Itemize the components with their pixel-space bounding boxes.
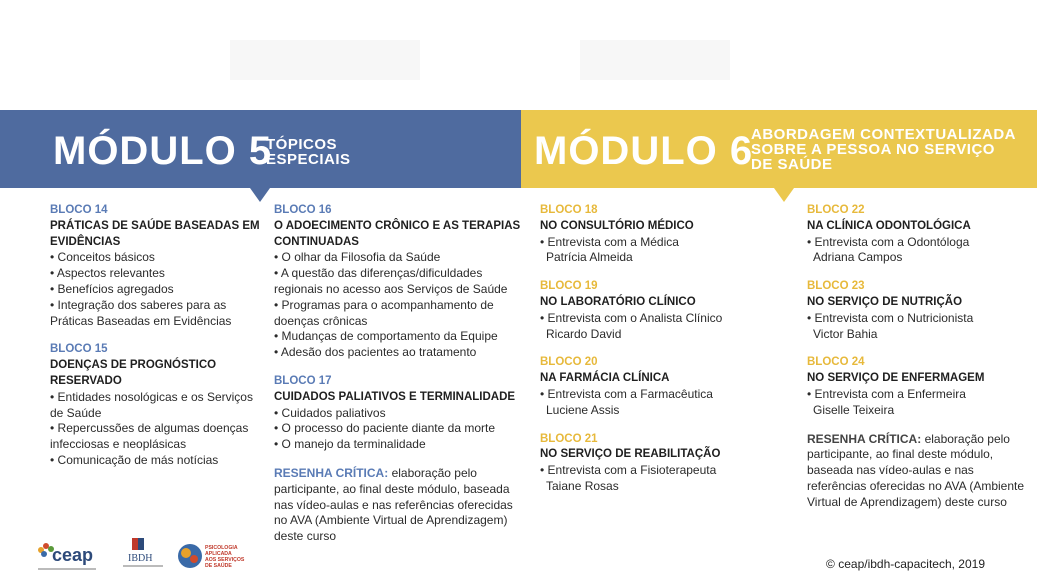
modulo5-title: MÓDULO 5 bbox=[53, 129, 273, 173]
list-item: • Cuidados paliativos bbox=[274, 405, 386, 420]
ibdh-wordmark: IBDH bbox=[128, 553, 153, 564]
bloco-18 bbox=[540, 203, 780, 266]
list-item: Patrícia Almeida bbox=[546, 250, 633, 265]
list-item: • Comunicação de más notícias bbox=[50, 452, 219, 467]
bloco-label: BLOCO 17 bbox=[274, 374, 332, 387]
bloco-24 bbox=[807, 355, 1032, 418]
bloco-title: O ADOECIMENTO CRÔNICO E AS TERAPIAS CONTINUADAS bbox=[274, 219, 521, 248]
ceap-logo bbox=[38, 543, 96, 570]
resenha-label: RESENHA CRÍTICA: bbox=[274, 465, 389, 480]
modulo5-banner bbox=[0, 110, 521, 188]
list-item: Giselle Teixeira bbox=[813, 402, 895, 417]
bloco-label: BLOCO 20 bbox=[540, 356, 598, 369]
list-item: • O manejo da terminalidade bbox=[274, 437, 426, 452]
modulo5-column-2 bbox=[274, 203, 524, 545]
faint-header-remnant bbox=[580, 40, 730, 80]
bloco-20 bbox=[540, 355, 780, 418]
logos-svg bbox=[35, 538, 260, 578]
modulo6-banner bbox=[521, 110, 1037, 188]
bloco-title: NO SERVIÇO DE REABILITAÇÃO bbox=[540, 448, 721, 461]
modulo5-column-1 bbox=[50, 203, 265, 482]
list-item: • Entrevista com a Farmacêutica bbox=[540, 386, 713, 401]
bloco-23 bbox=[807, 279, 1032, 342]
list-item: • Entrevista com a Médica bbox=[540, 234, 679, 249]
modulo6-title: MÓDULO 6 bbox=[534, 129, 754, 173]
list-item: • Entidades nosológicas e os Serviços de Saúde bbox=[50, 389, 253, 420]
list-item: Taiane Rosas bbox=[546, 478, 619, 493]
bloco-title: PRÁTICAS DE SAÚDE BASEADAS EM EVIDÊNCIAS bbox=[50, 219, 260, 248]
bloco-title: NO CONSULTÓRIO MÉDICO bbox=[540, 219, 694, 232]
list-item: • Benefícios agregados bbox=[50, 281, 174, 296]
list-item: Victor Bahia bbox=[813, 326, 878, 341]
resenha-critica bbox=[274, 466, 524, 545]
bloco-21 bbox=[540, 432, 780, 495]
list-item: • Entrevista com a Fisioterapeuta bbox=[540, 463, 717, 478]
footer-logos bbox=[35, 538, 260, 574]
bloco-17 bbox=[274, 374, 524, 453]
bloco-16 bbox=[274, 203, 524, 361]
list-item: • Entrevista com a Odontóloga bbox=[807, 234, 970, 249]
bloco-title: NA FARMÁCIA CLÍNICA bbox=[540, 372, 670, 385]
bloco-19 bbox=[540, 279, 780, 342]
bloco-label: BLOCO 16 bbox=[274, 204, 332, 216]
bloco-title: NO LABORATÓRIO CLÍNICO bbox=[540, 295, 696, 308]
bloco-title: NO SERVIÇO DE NUTRIÇÃO bbox=[807, 295, 963, 308]
banner-pointer bbox=[250, 188, 270, 202]
list-item: Ricardo David bbox=[546, 326, 622, 341]
bloco-label: BLOCO 23 bbox=[807, 280, 865, 293]
bloco-label: BLOCO 19 bbox=[540, 280, 598, 293]
modulo6-column-1 bbox=[540, 203, 780, 508]
list-item: • Entrevista com o Nutricionista bbox=[807, 310, 974, 325]
list-item: • Conceitos básicos bbox=[50, 250, 155, 265]
list-item: • A questão das diferenças/dificuldades regionais no acesso aos Serviços de Saúde bbox=[274, 266, 508, 296]
bloco-label: BLOCO 15 bbox=[50, 343, 108, 356]
list-item: Luciene Assis bbox=[546, 402, 620, 417]
resenha-label: RESENHA CRÍTICA: bbox=[807, 431, 922, 446]
list-item: • Entrevista com o Analista Clínico bbox=[540, 310, 723, 325]
list-item: • O olhar da Filosofia da Saúde bbox=[274, 250, 441, 265]
copyright: © ceap/ibdh-capacitech, 2019 bbox=[826, 557, 985, 571]
list-item: • Repercussões de algumas doenças infecciosas e neoplásicas bbox=[50, 421, 249, 452]
list-item: Adriana Campos bbox=[813, 250, 903, 265]
bloco-title: DOENÇAS DE PROGNÓSTICO RESERVADO bbox=[50, 359, 217, 387]
list-item: • Adesão dos pacientes ao tratamento bbox=[274, 345, 477, 360]
bloco-title: NA CLÍNICA ODONTOLÓGICA bbox=[807, 219, 971, 232]
bloco-label: BLOCO 22 bbox=[807, 204, 865, 216]
banner-pointer bbox=[774, 188, 794, 202]
bloco-title: NO SERVIÇO DE ENFERMAGEM bbox=[807, 372, 985, 385]
list-item: • Entrevista com a Enfermeira bbox=[807, 386, 966, 401]
list-item: • O processo do paciente diante da morte bbox=[274, 421, 495, 436]
ibdh-logo bbox=[123, 538, 163, 567]
list-item: • Aspectos relevantes bbox=[50, 266, 165, 281]
resenha-text: elaboração pelo participante, ao final deste módulo, baseada nas vídeo-aulas e nas referências oferecidas no AVA (Ambiente Virtual de Aprendizagem) deste curso bbox=[274, 465, 513, 544]
modulo5-subtitle: TÓPICOS ESPECIAIS bbox=[266, 136, 351, 168]
psicologia-logo bbox=[178, 544, 245, 569]
bloco-label: BLOCO 18 bbox=[540, 204, 598, 216]
bloco-label: BLOCO 24 bbox=[807, 356, 865, 369]
bloco-14 bbox=[50, 203, 265, 329]
bloco-title: CUIDADOS PALIATIVOS E TERMINALIDADE bbox=[274, 390, 516, 403]
list-item: • Integração dos saberes para as Práticas Baseadas em Evidências bbox=[50, 297, 232, 328]
modulo6-subtitle: ABORDAGEM CONTEXTUALIZADA SOBRE A PESSOA NO SERVIÇO DE SAÚDE bbox=[751, 126, 1016, 173]
ceap-wordmark: ceap bbox=[52, 545, 94, 565]
bloco-label: BLOCO 21 bbox=[540, 432, 598, 445]
list-item: • Programas para o acompanhamento de doenças crônicas bbox=[274, 297, 494, 328]
resenha-text: elaboração pelo participante, ao final deste módulo, baseada nas vídeo-aulas e nas referências oferecidas no AVA (Ambiente Virtual de Aprendizagem) deste curso bbox=[807, 431, 1025, 509]
faint-header-remnant bbox=[230, 40, 420, 80]
bloco-15 bbox=[50, 342, 265, 468]
modulo6-column-2 bbox=[807, 203, 1032, 511]
resenha-critica bbox=[807, 432, 1032, 511]
list-item: • Mudanças de comportamento da Equipe bbox=[274, 329, 498, 344]
bloco-label: BLOCO 14 bbox=[50, 204, 108, 216]
bloco-22 bbox=[807, 203, 1032, 266]
psicologia-wordmark: PSICOLOGIA APLICADA AOS SERVIÇOS DE SAÚDE bbox=[205, 545, 245, 569]
